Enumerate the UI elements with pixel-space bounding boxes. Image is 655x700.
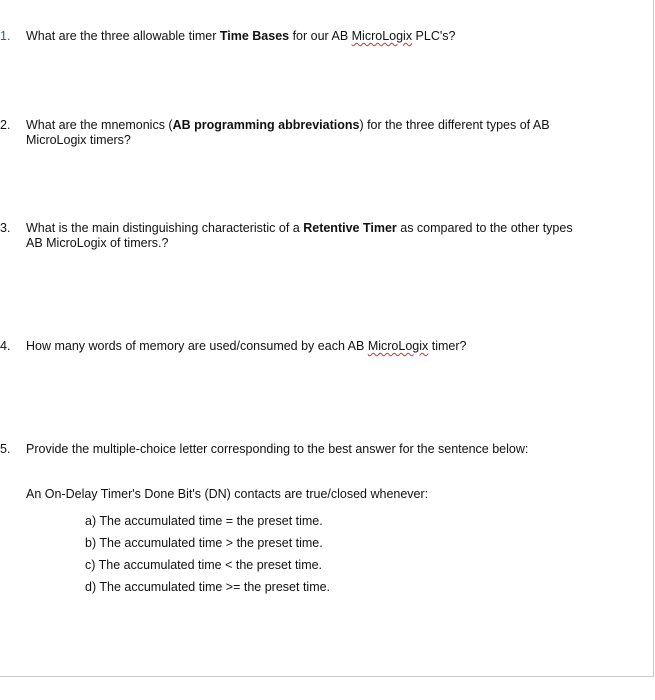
misspelled-word: MicroLogix (351, 29, 413, 43)
bold-term: Time Bases (219, 29, 290, 43)
question-text: What are the three allowable timer Time Bases for our AB MicroLogix PLC's? (26, 29, 456, 43)
question-number: 3. (0, 221, 11, 235)
question-statement: An On-Delay Timer's Done Bit's (DN) contacts are true/closed whenever: (26, 487, 429, 501)
question-text: Provide the multiple-choice letter corresponding to the best answer for the sentence below: (26, 442, 529, 456)
question-2 (0, 118, 620, 148)
question-3 (0, 221, 620, 251)
bold-term: AB programming abbreviations (172, 118, 360, 132)
option-c: c) The accumulated time < the preset time. (85, 558, 323, 572)
question-4 (0, 339, 620, 354)
misspelled-word: MicroLogix (367, 339, 429, 353)
answer-options (85, 514, 330, 602)
option-b: b) The accumulated time > the preset time. (85, 536, 323, 550)
question-1 (0, 29, 620, 44)
question-text: What are the mnemonics (AB programming abbreviations) for the three different types of AB MicroLogix timers? (26, 118, 550, 147)
bold-term: Retentive Timer (303, 221, 397, 235)
question-5 (0, 442, 620, 457)
question-number: 4. (0, 339, 11, 353)
option-d: d) The accumulated time >= the preset time. (85, 580, 331, 594)
question-number: 2. (0, 118, 11, 132)
question-text: What is the main distinguishing characteristic of a Retentive Timer as compared to the other types AB MicroLogix of timers.? (26, 221, 573, 250)
question-number: 5. (0, 442, 11, 456)
question-text: How many words of memory are used/consumed by each AB MicroLogix timer? (26, 339, 467, 353)
question-number: 1. (0, 29, 11, 43)
option-a: a) The accumulated time = the preset time. (85, 514, 323, 528)
